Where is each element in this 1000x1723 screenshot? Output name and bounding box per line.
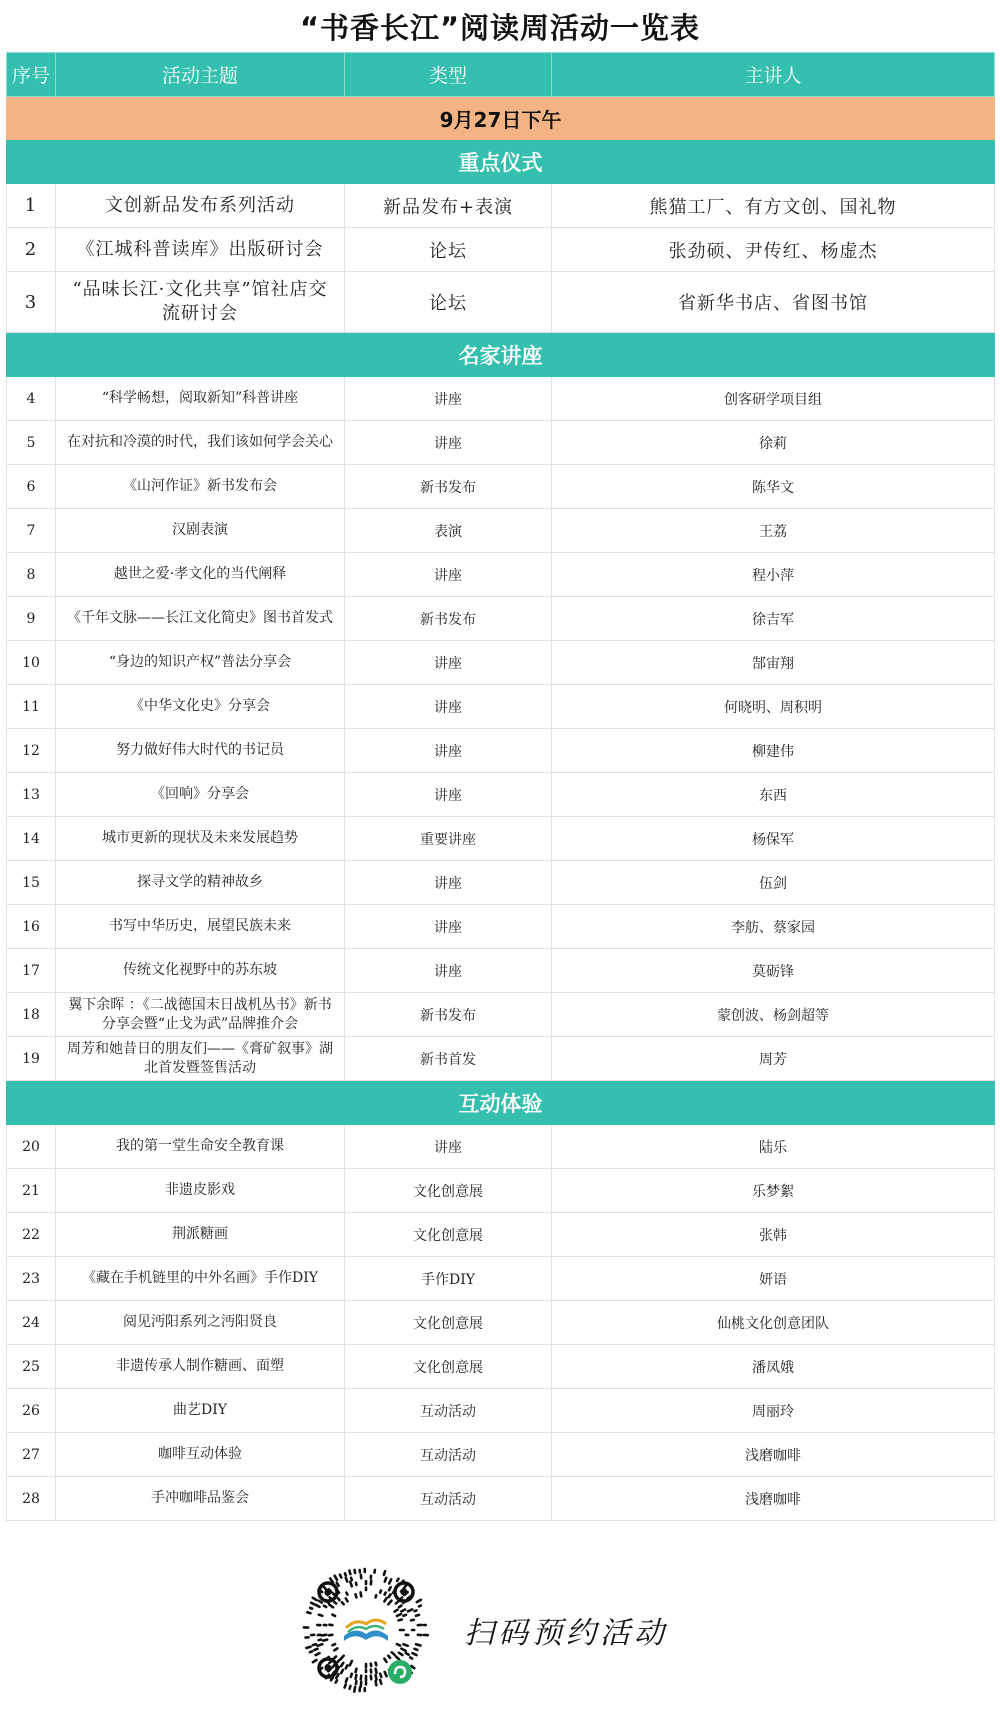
cell-num: 28 bbox=[7, 1477, 56, 1521]
section-row bbox=[7, 140, 995, 184]
cell-type: 新书发布 bbox=[345, 993, 552, 1037]
cell-num: 26 bbox=[7, 1389, 56, 1433]
cell-speaker: 潘凤娥 bbox=[552, 1345, 995, 1389]
cell-speaker: 浅磨咖啡 bbox=[552, 1477, 995, 1521]
table-row bbox=[7, 1213, 995, 1257]
cell-speaker: 周芳 bbox=[552, 1037, 995, 1081]
cell-speaker: 省新华书店、省图书馆 bbox=[552, 272, 995, 333]
cell-speaker: 妍语 bbox=[552, 1257, 995, 1301]
cell-theme: 曲艺DIY bbox=[56, 1389, 345, 1433]
header-type: 类型 bbox=[345, 53, 552, 97]
cell-speaker: 何晓明、周积明 bbox=[552, 685, 995, 729]
cell-theme: 《中华文化史》分享会 bbox=[56, 685, 345, 729]
cell-speaker: 创客研学项目组 bbox=[552, 377, 995, 421]
cell-type: 讲座 bbox=[345, 1125, 552, 1169]
cell-type: 文化创意展 bbox=[345, 1345, 552, 1389]
cell-num: 25 bbox=[7, 1345, 56, 1389]
section-title: 互动体验 bbox=[7, 1081, 995, 1125]
table-row bbox=[7, 1169, 995, 1213]
cell-type: 手作DIY bbox=[345, 1257, 552, 1301]
cell-type: 论坛 bbox=[345, 272, 552, 333]
table-row bbox=[7, 553, 995, 597]
table-row bbox=[7, 817, 995, 861]
cell-type: 互动活动 bbox=[345, 1389, 552, 1433]
table-row bbox=[7, 641, 995, 685]
cell-num: 17 bbox=[7, 949, 56, 993]
activity-table bbox=[6, 52, 995, 1521]
date-label: 9月27日下午 bbox=[7, 97, 995, 140]
section-title: 重点仪式 bbox=[7, 140, 995, 184]
cell-speaker: 东西 bbox=[552, 773, 995, 817]
table-header-row bbox=[7, 53, 995, 97]
header-num: 序号 bbox=[7, 53, 56, 97]
cell-num: 24 bbox=[7, 1301, 56, 1345]
cell-theme: 荆派糖画 bbox=[56, 1213, 345, 1257]
footer bbox=[6, 1536, 994, 1716]
cell-type: 讲座 bbox=[345, 685, 552, 729]
cell-theme: 探寻文学的精神故乡 bbox=[56, 861, 345, 905]
cell-num: 21 bbox=[7, 1169, 56, 1213]
table-row bbox=[7, 1389, 995, 1433]
cell-theme: 《回响》分享会 bbox=[56, 773, 345, 817]
cell-type: 新书发布 bbox=[345, 597, 552, 641]
cell-speaker: 张韩 bbox=[552, 1213, 995, 1257]
cell-num: 5 bbox=[7, 421, 56, 465]
cell-speaker: 伍剑 bbox=[552, 861, 995, 905]
cell-num: 16 bbox=[7, 905, 56, 949]
table-row bbox=[7, 905, 995, 949]
cell-num: 4 bbox=[7, 377, 56, 421]
cell-num: 12 bbox=[7, 729, 56, 773]
cell-theme: “科学畅想，阅取新知”科普讲座 bbox=[56, 377, 345, 421]
page bbox=[6, 0, 994, 1521]
cell-num: 20 bbox=[7, 1125, 56, 1169]
cell-num: 2 bbox=[7, 228, 56, 272]
cell-num: 27 bbox=[7, 1433, 56, 1477]
cell-speaker: 张劲硕、尹传红、杨虚杰 bbox=[552, 228, 995, 272]
table-row bbox=[7, 597, 995, 641]
cell-type: 表演 bbox=[345, 509, 552, 553]
cell-type: 新品发布+表演 bbox=[345, 184, 552, 228]
mini-program-qr-code-icon[interactable] bbox=[302, 1566, 430, 1694]
cell-speaker: 柳建伟 bbox=[552, 729, 995, 773]
cell-num: 8 bbox=[7, 553, 56, 597]
cell-num: 10 bbox=[7, 641, 56, 685]
cell-type: 讲座 bbox=[345, 641, 552, 685]
cell-type: 论坛 bbox=[345, 228, 552, 272]
table-row bbox=[7, 1345, 995, 1389]
cell-num: 18 bbox=[7, 993, 56, 1037]
cell-theme: 非遗皮影戏 bbox=[56, 1169, 345, 1213]
cell-type: 讲座 bbox=[345, 773, 552, 817]
cell-theme: 《江城科普读库》出版研讨会 bbox=[56, 228, 345, 272]
cell-num: 9 bbox=[7, 597, 56, 641]
table-row bbox=[7, 1477, 995, 1521]
cell-num: 7 bbox=[7, 509, 56, 553]
cell-type: 互动活动 bbox=[345, 1433, 552, 1477]
cell-theme: 文创新品发布系列活动 bbox=[56, 184, 345, 228]
table-row bbox=[7, 509, 995, 553]
cell-type: 新书首发 bbox=[345, 1037, 552, 1081]
cell-num: 15 bbox=[7, 861, 56, 905]
table-row bbox=[7, 861, 995, 905]
table-row bbox=[7, 729, 995, 773]
page-title: “书香长江”阅读周活动一览表 bbox=[299, 11, 701, 45]
cell-num: 6 bbox=[7, 465, 56, 509]
scan-to-book-label: 扫码预约活动 bbox=[464, 1616, 668, 1651]
cell-theme: 手冲咖啡品鉴会 bbox=[56, 1477, 345, 1521]
cell-theme: 努力做好伟大时代的书记员 bbox=[56, 729, 345, 773]
table-row bbox=[7, 1257, 995, 1301]
cell-speaker: 浅磨咖啡 bbox=[552, 1433, 995, 1477]
cell-num: 23 bbox=[7, 1257, 56, 1301]
cell-theme: 非遗传承人制作糖画、面塑 bbox=[56, 1345, 345, 1389]
cell-speaker: 陆乐 bbox=[552, 1125, 995, 1169]
table-row bbox=[7, 1037, 995, 1081]
cell-num: 13 bbox=[7, 773, 56, 817]
cell-type: 讲座 bbox=[345, 377, 552, 421]
cell-theme: 汉剧表演 bbox=[56, 509, 345, 553]
cell-type: 文化创意展 bbox=[345, 1301, 552, 1345]
table-row bbox=[7, 272, 995, 333]
cell-speaker: 乐梦絮 bbox=[552, 1169, 995, 1213]
cell-num: 22 bbox=[7, 1213, 56, 1257]
table-row bbox=[7, 773, 995, 817]
table-row bbox=[7, 993, 995, 1037]
cell-speaker: 仙桃文化创意团队 bbox=[552, 1301, 995, 1345]
cell-theme: 书写中华历史，展望民族未来 bbox=[56, 905, 345, 949]
cell-speaker: 郜宙翔 bbox=[552, 641, 995, 685]
header-speaker: 主讲人 bbox=[552, 53, 995, 97]
table-row bbox=[7, 949, 995, 993]
section-row bbox=[7, 333, 995, 377]
cell-type: 互动活动 bbox=[345, 1477, 552, 1521]
cell-theme: 在对抗和冷漠的时代，我们该如何学会关心 bbox=[56, 421, 345, 465]
cell-speaker: 熊猫工厂、有方文创、国礼物 bbox=[552, 184, 995, 228]
table-row bbox=[7, 377, 995, 421]
cell-type: 文化创意展 bbox=[345, 1213, 552, 1257]
cell-theme: 咖啡互动体验 bbox=[56, 1433, 345, 1477]
cell-type: 文化创意展 bbox=[345, 1169, 552, 1213]
cell-theme: 周芳和她昔日的朋友们——《膏矿叙事》湖北首发暨签售活动 bbox=[56, 1037, 345, 1081]
cell-num: 3 bbox=[7, 272, 56, 333]
cell-type: 讲座 bbox=[345, 949, 552, 993]
cell-theme: “品味长江·文化共享”馆社店交流研讨会 bbox=[56, 272, 345, 333]
cell-speaker: 陈华文 bbox=[552, 465, 995, 509]
cell-speaker: 莫砺锋 bbox=[552, 949, 995, 993]
cell-theme: 传统文化视野中的苏东坡 bbox=[56, 949, 345, 993]
cell-num: 1 bbox=[7, 184, 56, 228]
cell-type: 讲座 bbox=[345, 861, 552, 905]
cell-type: 讲座 bbox=[345, 421, 552, 465]
cell-theme: 我的第一堂生命安全教育课 bbox=[56, 1125, 345, 1169]
cell-num: 19 bbox=[7, 1037, 56, 1081]
table-row bbox=[7, 465, 995, 509]
table-row bbox=[7, 1125, 995, 1169]
section-title: 名家讲座 bbox=[7, 333, 995, 377]
table-row bbox=[7, 1301, 995, 1345]
cell-speaker: 王荔 bbox=[552, 509, 995, 553]
cell-num: 14 bbox=[7, 817, 56, 861]
cell-theme: 阅见沔阳系列之沔阳贤良 bbox=[56, 1301, 345, 1345]
table-row bbox=[7, 1433, 995, 1477]
table-row bbox=[7, 421, 995, 465]
cell-theme: 《山河作证》新书发布会 bbox=[56, 465, 345, 509]
cell-type: 讲座 bbox=[345, 905, 552, 949]
cell-type: 讲座 bbox=[345, 729, 552, 773]
cell-num: 11 bbox=[7, 685, 56, 729]
activity-table-body bbox=[7, 53, 995, 1521]
cell-type: 讲座 bbox=[345, 553, 552, 597]
cell-speaker: 徐莉 bbox=[552, 421, 995, 465]
table-row bbox=[7, 228, 995, 272]
cell-theme: 城市更新的现状及未来发展趋势 bbox=[56, 817, 345, 861]
cell-theme: 翼下余晖 ：《二战德国末日战机丛书》新书分享会暨“止戈为武”品牌推介会 bbox=[56, 993, 345, 1037]
section-row bbox=[7, 1081, 995, 1125]
date-row bbox=[7, 97, 995, 140]
cell-speaker: 蒙创波、杨剑超等 bbox=[552, 993, 995, 1037]
header-theme: 活动主题 bbox=[56, 53, 345, 97]
cell-speaker: 杨保军 bbox=[552, 817, 995, 861]
table-row bbox=[7, 184, 995, 228]
cell-type: 重要讲座 bbox=[345, 817, 552, 861]
cell-speaker: 程小萍 bbox=[552, 553, 995, 597]
cell-theme: 《千年文脉——长江文化简史》图书首发式 bbox=[56, 597, 345, 641]
cell-type: 新书发布 bbox=[345, 465, 552, 509]
cell-theme: 越世之爱·孝文化的当代阐释 bbox=[56, 553, 345, 597]
cell-speaker: 周丽玲 bbox=[552, 1389, 995, 1433]
cell-speaker: 李舫、蔡家园 bbox=[552, 905, 995, 949]
cell-theme: “身边的知识产权”普法分享会 bbox=[56, 641, 345, 685]
cell-speaker: 徐吉军 bbox=[552, 597, 995, 641]
table-row bbox=[7, 685, 995, 729]
cell-theme: 《藏在手机链里的中外名画》手作DIY bbox=[56, 1257, 345, 1301]
